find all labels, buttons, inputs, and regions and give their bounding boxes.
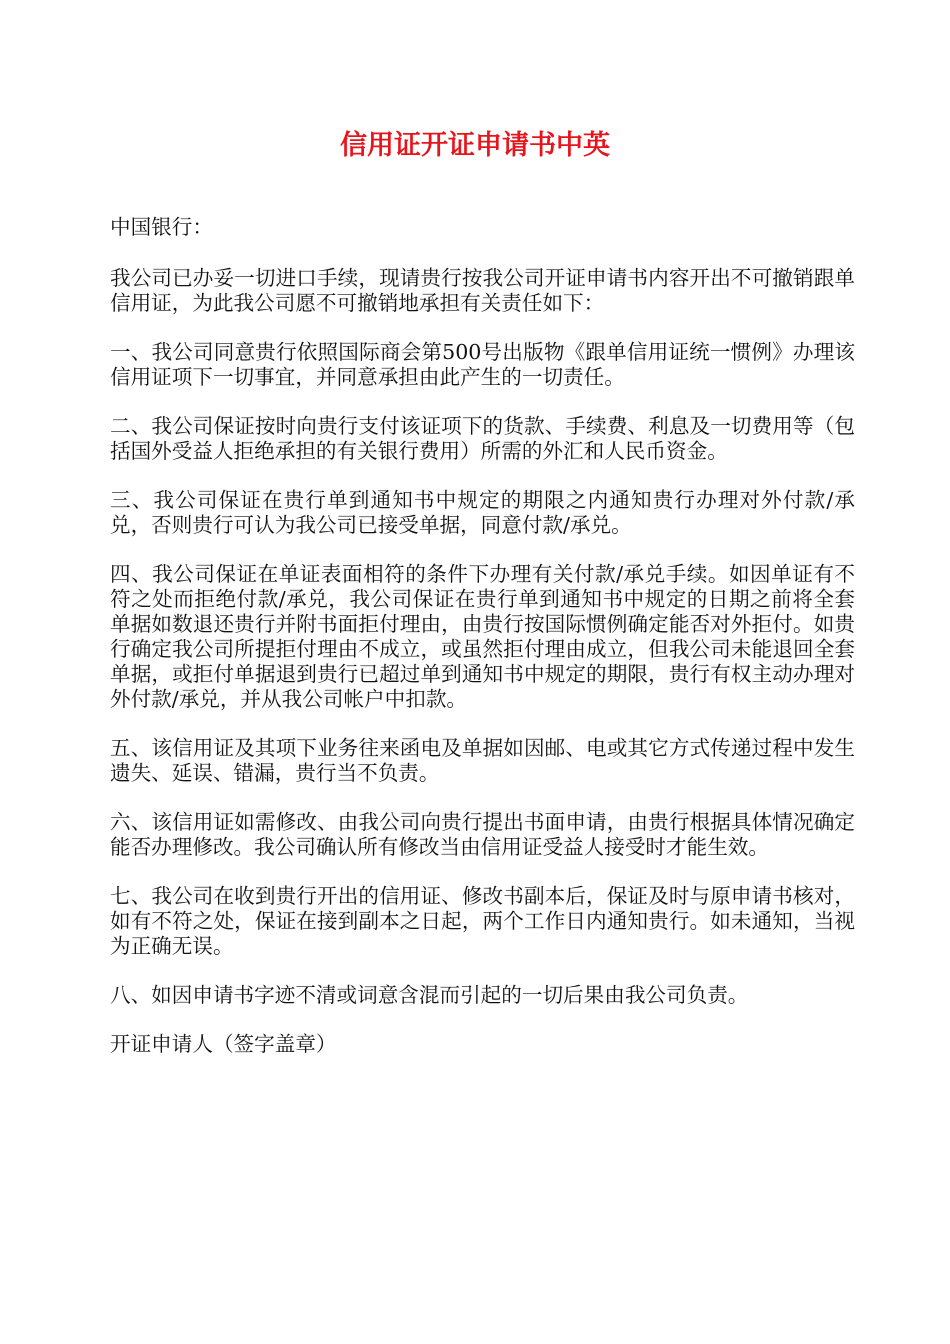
document-title: 信用证开证申请书中英 bbox=[340, 130, 610, 161]
clause-4: 四、我公司保证在单证表面相符的条件下办理有关付款/承兑手续。如因单证有不符之处而拒绝付款/承兑，我公司保证在贵行单到通知书中规定的日期之前将全套单据如数退还贵行并附书面拒付理由，由贵行按国际惯例确定能否对外拒付。如贵行确定我公司所提拒付理由不成立，或虽然拒付理由成立，但我公司未能退回全套单据，或拒付单据退到贵行已超过单到通知书中规定的期限，贵行有权主动办理对外付款/承兑，并从我公司帐户中扣款。 bbox=[110, 562, 855, 711]
clause-8: 八、如因申请书字迹不清或词意含混而引起的一切后果由我公司负责。 bbox=[110, 983, 749, 1007]
clause-3: 三、我公司保证在贵行单到通知书中规定的期限之内通知贵行办理对外付款/承兑，否则贵行可认为我公司已接受单据，同意付款/承兑。 bbox=[110, 488, 855, 537]
clause-1: 一、我公司同意贵行依照国际商会第500号出版物《跟单信用证统一惯例》办理该信用证项下一切事宜，并同意承担由此产生的一切责任。 bbox=[110, 340, 855, 389]
intro-paragraph: 我公司已办妥一切进口手续，现请贵行按我公司开证申请书内容开出不可撤销跟单信用证，为此我公司愿不可撤销地承担有关责任如下： bbox=[110, 266, 855, 315]
clause-7: 七、我公司在收到贵行开出的信用证、修改书副本后，保证及时与原申请书核对，如有不符之处，保证在接到副本之日起，两个工作日内通知贵行。如未通知，当视为正确无误。 bbox=[110, 884, 855, 958]
clause-5: 五、该信用证及其项下业务往来函电及单据如因邮、电或其它方式传递过程中发生遗失、延误、错漏，贵行当不负责。 bbox=[110, 736, 855, 785]
salutation: 中国银行： bbox=[110, 215, 213, 239]
clause-2: 二、我公司保证按时向贵行支付该证项下的货款、手续费、利息及一切费用等（包括国外受益人拒绝承担的有关银行费用）所需的外汇和人民币资金。 bbox=[110, 414, 855, 463]
clause-6: 六、该信用证如需修改、由我公司向贵行提出书面申请，由贵行根据具体情况确定能否办理修改。我公司确认所有修改当由信用证受益人接受时才能生效。 bbox=[110, 810, 855, 859]
signature-line: 开证申请人（签字盖章） bbox=[110, 1032, 337, 1056]
document-body bbox=[110, 215, 855, 1081]
